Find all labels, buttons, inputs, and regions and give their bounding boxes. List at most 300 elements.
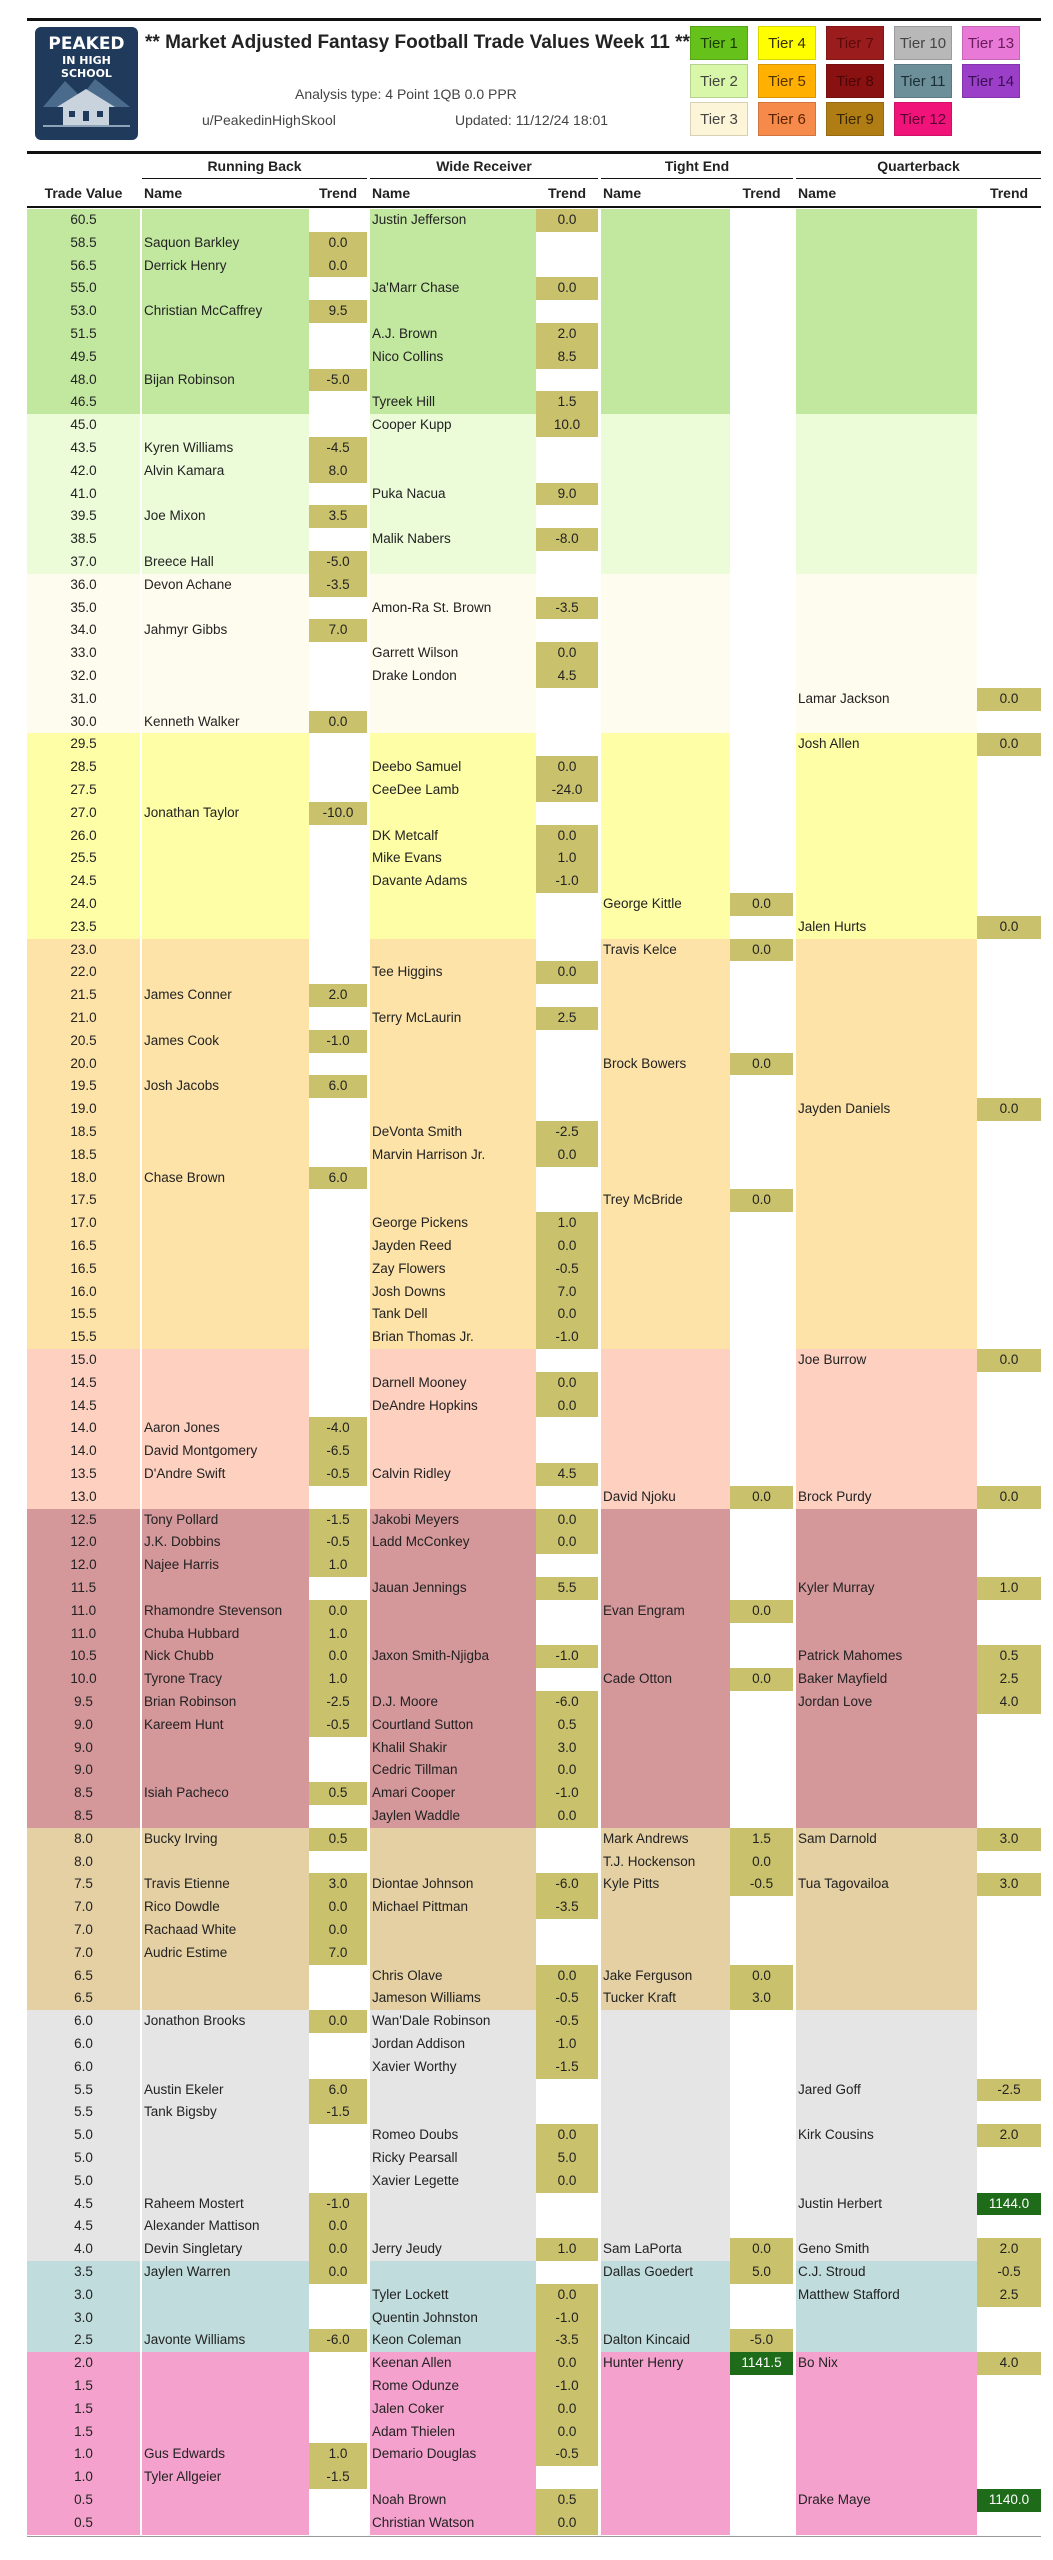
column-separator bbox=[598, 1965, 601, 1988]
table-row bbox=[27, 1326, 1041, 1349]
table-row bbox=[27, 1509, 1041, 1532]
wr-name-cell: Marvin Harrison Jr. bbox=[370, 1144, 536, 1167]
column-separator bbox=[793, 893, 796, 916]
position-header-wide-receiver: Wide Receiver bbox=[370, 154, 598, 179]
table-bottom-rule bbox=[27, 2536, 1041, 2537]
rb-name-cell: Alexander Mattison bbox=[142, 2215, 309, 2238]
rb-name-cell: Audric Estime bbox=[142, 1942, 309, 1965]
table-row bbox=[27, 1919, 1041, 1942]
rb-name-cell bbox=[142, 1098, 309, 1121]
column-separator bbox=[367, 391, 370, 414]
qb-trend-cell bbox=[977, 1896, 1041, 1919]
te-trend-cell bbox=[730, 277, 793, 300]
table-row bbox=[27, 1030, 1041, 1053]
column-separator bbox=[598, 1167, 601, 1190]
qb-name-cell bbox=[796, 1326, 977, 1349]
column-separator bbox=[793, 346, 796, 369]
column-separator bbox=[598, 1668, 601, 1691]
wr-name-cell bbox=[370, 232, 536, 255]
table-row bbox=[27, 1623, 1041, 1646]
trade-value-cell: 15.5 bbox=[27, 1303, 140, 1326]
column-separator bbox=[140, 2124, 142, 2147]
column-separator bbox=[367, 1509, 370, 1532]
qb-trend-cell bbox=[977, 665, 1041, 688]
wr-trend-cell: -6.0 bbox=[536, 1873, 598, 1896]
te-name-cell: Trey McBride bbox=[601, 1189, 730, 1212]
te-name-cell bbox=[601, 551, 730, 574]
qb-name-cell bbox=[796, 300, 977, 323]
qb-trend-cell: 1140.0 bbox=[977, 2489, 1041, 2512]
te-name-cell: Travis Kelce bbox=[601, 939, 730, 962]
qb-name-cell bbox=[796, 2375, 977, 2398]
wr-name-cell: Jayden Reed bbox=[370, 1235, 536, 1258]
column-separator bbox=[793, 1828, 796, 1851]
column-separator bbox=[793, 1987, 796, 2010]
column-separator bbox=[793, 2124, 796, 2147]
wr-trend-cell: -24.0 bbox=[536, 779, 598, 802]
qb-trend-cell: 0.0 bbox=[977, 688, 1041, 711]
te-trend-cell bbox=[730, 1623, 793, 1646]
te-name-cell bbox=[601, 1098, 730, 1121]
column-separator bbox=[367, 916, 370, 939]
column-separator bbox=[598, 2147, 601, 2170]
rb-name-cell: Jonathan Taylor bbox=[142, 802, 309, 825]
column-separator bbox=[140, 2398, 142, 2421]
rb-trend-cell bbox=[309, 893, 367, 916]
te-name-cell bbox=[601, 323, 730, 346]
rb-trend-cell bbox=[309, 1235, 367, 1258]
column-separator bbox=[367, 1805, 370, 1828]
trade-value-cell: 7.0 bbox=[27, 1942, 140, 1965]
te-name-cell bbox=[601, 460, 730, 483]
qb-trend-cell bbox=[977, 2010, 1041, 2033]
wr-name-cell: Amari Cooper bbox=[370, 1782, 536, 1805]
column-separator bbox=[367, 1053, 370, 1076]
wr-trend-cell: 1.0 bbox=[536, 2238, 598, 2261]
qb-trend-cell bbox=[977, 893, 1041, 916]
column-separator bbox=[598, 2238, 601, 2261]
rb-name-cell bbox=[142, 2421, 309, 2444]
column-separator bbox=[140, 1509, 142, 1532]
qb-name-cell bbox=[796, 756, 977, 779]
wr-name-cell: Brian Thomas Jr. bbox=[370, 1326, 536, 1349]
rb-trend-cell bbox=[309, 1577, 367, 1600]
wr-name-cell bbox=[370, 1486, 536, 1509]
column-separator bbox=[367, 414, 370, 437]
table-row bbox=[27, 1053, 1041, 1076]
qb-name-cell bbox=[796, 2307, 977, 2330]
qb-name-cell bbox=[796, 346, 977, 369]
table-row bbox=[27, 391, 1041, 414]
column-separator bbox=[598, 1212, 601, 1235]
column-separator bbox=[598, 1053, 601, 1076]
column-separator bbox=[793, 300, 796, 323]
te-trend-cell bbox=[730, 984, 793, 1007]
te-trend-cell bbox=[730, 346, 793, 369]
te-name-cell: Cade Otton bbox=[601, 1668, 730, 1691]
rb-name-cell bbox=[142, 2489, 309, 2512]
trade-value-cell: 25.5 bbox=[27, 847, 140, 870]
te-trend-cell bbox=[730, 2215, 793, 2238]
wr-name-cell: Garrett Wilson bbox=[370, 642, 536, 665]
column-separator bbox=[598, 2352, 601, 2375]
column-separator bbox=[793, 2056, 796, 2079]
column-separator bbox=[140, 1919, 142, 1942]
te-trend-cell bbox=[730, 1121, 793, 1144]
column-separator bbox=[367, 2170, 370, 2193]
wr-name-cell bbox=[370, 460, 536, 483]
rb-name-cell bbox=[142, 2375, 309, 2398]
qb-name-cell bbox=[796, 1782, 977, 1805]
table-row bbox=[27, 1987, 1041, 2010]
rb-name-cell bbox=[142, 2512, 309, 2535]
qb-trend-cell bbox=[977, 2443, 1041, 2466]
column-separator bbox=[793, 802, 796, 825]
column-separator bbox=[140, 984, 142, 1007]
qb-trend-cell: 2.0 bbox=[977, 2238, 1041, 2261]
column-separator bbox=[367, 1167, 370, 1190]
rb-name-cell: Kenneth Walker bbox=[142, 711, 309, 734]
qb-name-cell bbox=[796, 460, 977, 483]
te-trend-cell bbox=[730, 1372, 793, 1395]
column-separator bbox=[598, 1189, 601, 1212]
column-separator bbox=[367, 437, 370, 460]
column-separator bbox=[140, 688, 142, 711]
column-separator bbox=[598, 483, 601, 506]
te-name-cell bbox=[601, 961, 730, 984]
te-name-cell bbox=[601, 688, 730, 711]
rb-trend-cell bbox=[309, 1326, 367, 1349]
qb-name-cell: Brock Purdy bbox=[796, 1486, 977, 1509]
column-separator bbox=[140, 1053, 142, 1076]
rb-name-cell: David Montgomery bbox=[142, 1440, 309, 1463]
column-separator bbox=[598, 1075, 601, 1098]
trade-value-cell: 16.5 bbox=[27, 1258, 140, 1281]
te-name-cell bbox=[601, 1919, 730, 1942]
rb-trend-cell bbox=[309, 870, 367, 893]
te-trend-cell bbox=[730, 391, 793, 414]
wr-name-cell: Calvin Ridley bbox=[370, 1463, 536, 1486]
qb-trend-cell bbox=[977, 574, 1041, 597]
column-separator bbox=[598, 1303, 601, 1326]
te-name-cell bbox=[601, 2215, 730, 2238]
te-name-cell: Tucker Kraft bbox=[601, 1987, 730, 2010]
qb-trend-cell bbox=[977, 1395, 1041, 1418]
wr-name-cell bbox=[370, 1942, 536, 1965]
wr-trend-cell: 0.0 bbox=[536, 1303, 598, 1326]
column-separator bbox=[793, 1007, 796, 1030]
column-separator bbox=[598, 2079, 601, 2102]
te-trend-cell bbox=[730, 1463, 793, 1486]
wr-trend-cell bbox=[536, 2261, 598, 2284]
column-separator bbox=[140, 2215, 142, 2238]
te-trend-cell bbox=[730, 802, 793, 825]
trade-value-cell: 3.0 bbox=[27, 2307, 140, 2330]
rb-trend-cell: 0.0 bbox=[309, 2238, 367, 2261]
column-separator bbox=[598, 893, 601, 916]
te-name-cell: George Kittle bbox=[601, 893, 730, 916]
table-row bbox=[27, 2101, 1041, 2124]
column-separator bbox=[793, 323, 796, 346]
rb-name-cell: D'Andre Swift bbox=[142, 1463, 309, 1486]
trade-value-cell: 5.0 bbox=[27, 2124, 140, 2147]
table-row bbox=[27, 323, 1041, 346]
tier-legend-item: Tier 14 bbox=[962, 64, 1020, 98]
column-separator bbox=[140, 1235, 142, 1258]
rb-trend-cell bbox=[309, 1212, 367, 1235]
column-separator bbox=[140, 756, 142, 779]
qb-trend-cell bbox=[977, 2215, 1041, 2238]
column-separator bbox=[367, 2352, 370, 2375]
trade-value-cell: 6.0 bbox=[27, 2056, 140, 2079]
column-separator bbox=[793, 984, 796, 1007]
wr-trend-cell: 5.5 bbox=[536, 1577, 598, 1600]
wr-trend-cell: 0.0 bbox=[536, 1372, 598, 1395]
column-separator bbox=[793, 414, 796, 437]
qb-trend-cell bbox=[977, 711, 1041, 734]
trade-value-cell: 11.5 bbox=[27, 1577, 140, 1600]
qb-name-cell bbox=[796, 1121, 977, 1144]
trade-value-cell: 1.0 bbox=[27, 2443, 140, 2466]
te-trend-cell bbox=[730, 1326, 793, 1349]
column-separator bbox=[367, 1075, 370, 1098]
page-title: ** Market Adjusted Fantasy Football Trade Values Week 11 ** bbox=[145, 32, 690, 53]
wr-trend-cell bbox=[536, 1623, 598, 1646]
te-name-cell bbox=[601, 277, 730, 300]
column-separator bbox=[367, 1577, 370, 1600]
column-separator bbox=[793, 483, 796, 506]
te-name-cell bbox=[601, 642, 730, 665]
column-separator bbox=[367, 1349, 370, 1372]
table-row bbox=[27, 847, 1041, 870]
column-separator bbox=[793, 437, 796, 460]
tier-legend-item: Tier 4 bbox=[758, 26, 816, 60]
rb-trend-cell: 1.0 bbox=[309, 1668, 367, 1691]
rb-name-cell bbox=[142, 1805, 309, 1828]
header-top-rule bbox=[27, 18, 1041, 21]
trade-value-cell: 9.5 bbox=[27, 1691, 140, 1714]
te-name-cell bbox=[601, 870, 730, 893]
column-separator bbox=[793, 2352, 796, 2375]
table-row bbox=[27, 1417, 1041, 1440]
column-separator bbox=[140, 300, 142, 323]
rb-trend-cell bbox=[309, 1737, 367, 1760]
author-handle: u/PeakedinHighSkool bbox=[202, 112, 336, 128]
rb-name-cell: James Conner bbox=[142, 984, 309, 1007]
wr-trend-cell bbox=[536, 1554, 598, 1577]
te-name-cell bbox=[601, 369, 730, 392]
wr-trend-cell bbox=[536, 300, 598, 323]
rb-trend-cell bbox=[309, 2307, 367, 2330]
table-row bbox=[27, 756, 1041, 779]
table-row bbox=[27, 2193, 1041, 2216]
table-row bbox=[27, 209, 1041, 232]
qb-name-cell bbox=[796, 1531, 977, 1554]
column-separator bbox=[598, 939, 601, 962]
te-trend-cell bbox=[730, 1098, 793, 1121]
column-separator bbox=[598, 2033, 601, 2056]
column-separator bbox=[140, 1463, 142, 1486]
qb-name-cell bbox=[796, 2056, 977, 2079]
column-separator bbox=[367, 1782, 370, 1805]
column-separator bbox=[367, 619, 370, 642]
trade-value-cell: 24.5 bbox=[27, 870, 140, 893]
column-separator bbox=[140, 2421, 142, 2444]
rb-name-cell: Tony Pollard bbox=[142, 1509, 309, 1532]
wr-name-cell bbox=[370, 300, 536, 323]
rb-name-cell bbox=[142, 870, 309, 893]
te-trend-cell bbox=[730, 756, 793, 779]
qb-name-cell bbox=[796, 1965, 977, 1988]
rb-trend-cell bbox=[309, 939, 367, 962]
wr-trend-cell bbox=[536, 437, 598, 460]
te-name-cell bbox=[601, 1121, 730, 1144]
column-separator bbox=[367, 1212, 370, 1235]
table-row bbox=[27, 1395, 1041, 1418]
rb-trend-cell bbox=[309, 1258, 367, 1281]
column-separator bbox=[140, 1965, 142, 1988]
trade-value-cell: 41.0 bbox=[27, 483, 140, 506]
column-separator bbox=[793, 1121, 796, 1144]
table-row bbox=[27, 1737, 1041, 1760]
wr-name-cell bbox=[370, 1417, 536, 1440]
rb-trend-cell: -4.0 bbox=[309, 1417, 367, 1440]
rb-trend-cell bbox=[309, 916, 367, 939]
column-separator bbox=[140, 483, 142, 506]
te-trend-cell: 3.0 bbox=[730, 1987, 793, 2010]
qb-name-cell bbox=[796, 642, 977, 665]
column-separator bbox=[793, 2101, 796, 2124]
rb-trend-cell bbox=[309, 209, 367, 232]
column-separator bbox=[598, 1258, 601, 1281]
qb-trend-cell bbox=[977, 847, 1041, 870]
column-separator bbox=[367, 779, 370, 802]
qb-trend-cell bbox=[977, 984, 1041, 1007]
column-separator bbox=[598, 528, 601, 551]
table-row bbox=[27, 1942, 1041, 1965]
wr-name-cell: Romeo Doubs bbox=[370, 2124, 536, 2147]
rb-name-cell bbox=[142, 1121, 309, 1144]
column-separator bbox=[140, 619, 142, 642]
position-header-tight-end: Tight End bbox=[601, 154, 793, 179]
te-trend-cell: 0.0 bbox=[730, 1851, 793, 1874]
te-name-cell bbox=[601, 2375, 730, 2398]
column-separator bbox=[140, 1668, 142, 1691]
column-separator bbox=[598, 802, 601, 825]
qb-trend-cell bbox=[977, 642, 1041, 665]
te-name-cell bbox=[601, 1577, 730, 1600]
column-separator bbox=[140, 2010, 142, 2033]
table-row bbox=[27, 2398, 1041, 2421]
rb-trend-cell bbox=[309, 528, 367, 551]
trade-value-cell: 21.0 bbox=[27, 1007, 140, 1030]
column-separator bbox=[140, 733, 142, 756]
te-trend-cell bbox=[730, 255, 793, 278]
rb-trend-cell: -2.5 bbox=[309, 1691, 367, 1714]
rb-name-cell bbox=[142, 528, 309, 551]
column-separator bbox=[140, 2238, 142, 2261]
tier-legend-item: Tier 3 bbox=[690, 102, 748, 136]
wr-name-cell bbox=[370, 574, 536, 597]
column-separator bbox=[793, 1691, 796, 1714]
column-separator bbox=[140, 2329, 142, 2352]
column-separator bbox=[793, 1509, 796, 1532]
wr-trend-cell bbox=[536, 1349, 598, 1372]
te-trend-cell bbox=[730, 2170, 793, 2193]
qb-name-cell: C.J. Stroud bbox=[796, 2261, 977, 2284]
column-separator bbox=[140, 2307, 142, 2330]
column-separator bbox=[367, 1691, 370, 1714]
column-separator bbox=[598, 369, 601, 392]
qb-name-cell bbox=[796, 277, 977, 300]
wr-trend-cell: -1.0 bbox=[536, 870, 598, 893]
qb-trend-cell bbox=[977, 2170, 1041, 2193]
table-row bbox=[27, 1828, 1041, 1851]
te-name-cell bbox=[601, 1167, 730, 1190]
table-row bbox=[27, 2215, 1041, 2238]
wr-name-cell: Jakobi Meyers bbox=[370, 1509, 536, 1532]
column-separator bbox=[793, 1463, 796, 1486]
table-row bbox=[27, 505, 1041, 528]
te-name-cell bbox=[601, 1623, 730, 1646]
column-separator bbox=[598, 2329, 601, 2352]
te-trend-cell bbox=[730, 2010, 793, 2033]
column-separator bbox=[140, 2170, 142, 2193]
te-trend-cell bbox=[730, 232, 793, 255]
trade-value-cell: 49.5 bbox=[27, 346, 140, 369]
te-name-cell bbox=[601, 2466, 730, 2489]
rb-trend-cell bbox=[309, 1987, 367, 2010]
column-separator bbox=[598, 574, 601, 597]
qb-trend-cell bbox=[977, 1759, 1041, 1782]
rb-trend-cell bbox=[309, 1486, 367, 1509]
column-separator bbox=[793, 825, 796, 848]
te-trend-cell bbox=[730, 1417, 793, 1440]
column-separator bbox=[598, 437, 601, 460]
wr-trend-cell: 1.0 bbox=[536, 1212, 598, 1235]
wr-trend-cell bbox=[536, 1075, 598, 1098]
rb-name-cell: Kareem Hunt bbox=[142, 1714, 309, 1737]
column-separator bbox=[367, 1372, 370, 1395]
te-trend-cell bbox=[730, 1919, 793, 1942]
column-separator bbox=[140, 1167, 142, 1190]
column-separator bbox=[140, 1372, 142, 1395]
column-separator bbox=[793, 870, 796, 893]
rb-trend-cell: 1.0 bbox=[309, 1554, 367, 1577]
te-name-cell bbox=[601, 2170, 730, 2193]
trade-value-cell: 5.0 bbox=[27, 2170, 140, 2193]
wr-trend-cell: -3.5 bbox=[536, 597, 598, 620]
rb-name-cell: Jaylen Warren bbox=[142, 2261, 309, 2284]
table-row bbox=[27, 1645, 1041, 1668]
te-name-cell: Sam LaPorta bbox=[601, 2238, 730, 2261]
column-separator bbox=[367, 483, 370, 506]
te-trend-cell bbox=[730, 2079, 793, 2102]
column-separator bbox=[793, 1896, 796, 1919]
column-separator bbox=[140, 2147, 142, 2170]
table-row bbox=[27, 1805, 1041, 1828]
rb-trend-cell: 3.5 bbox=[309, 505, 367, 528]
column-separator bbox=[140, 2466, 142, 2489]
qb-name-cell bbox=[796, 2443, 977, 2466]
column-separator bbox=[598, 1326, 601, 1349]
column-separator bbox=[140, 574, 142, 597]
updated-timestamp: Updated: 11/12/24 18:01 bbox=[455, 112, 609, 128]
rb-name-cell bbox=[142, 414, 309, 437]
column-separator bbox=[140, 1759, 142, 1782]
wr-trend-cell: 0.0 bbox=[536, 2352, 598, 2375]
trade-value-cell: 14.5 bbox=[27, 1372, 140, 1395]
